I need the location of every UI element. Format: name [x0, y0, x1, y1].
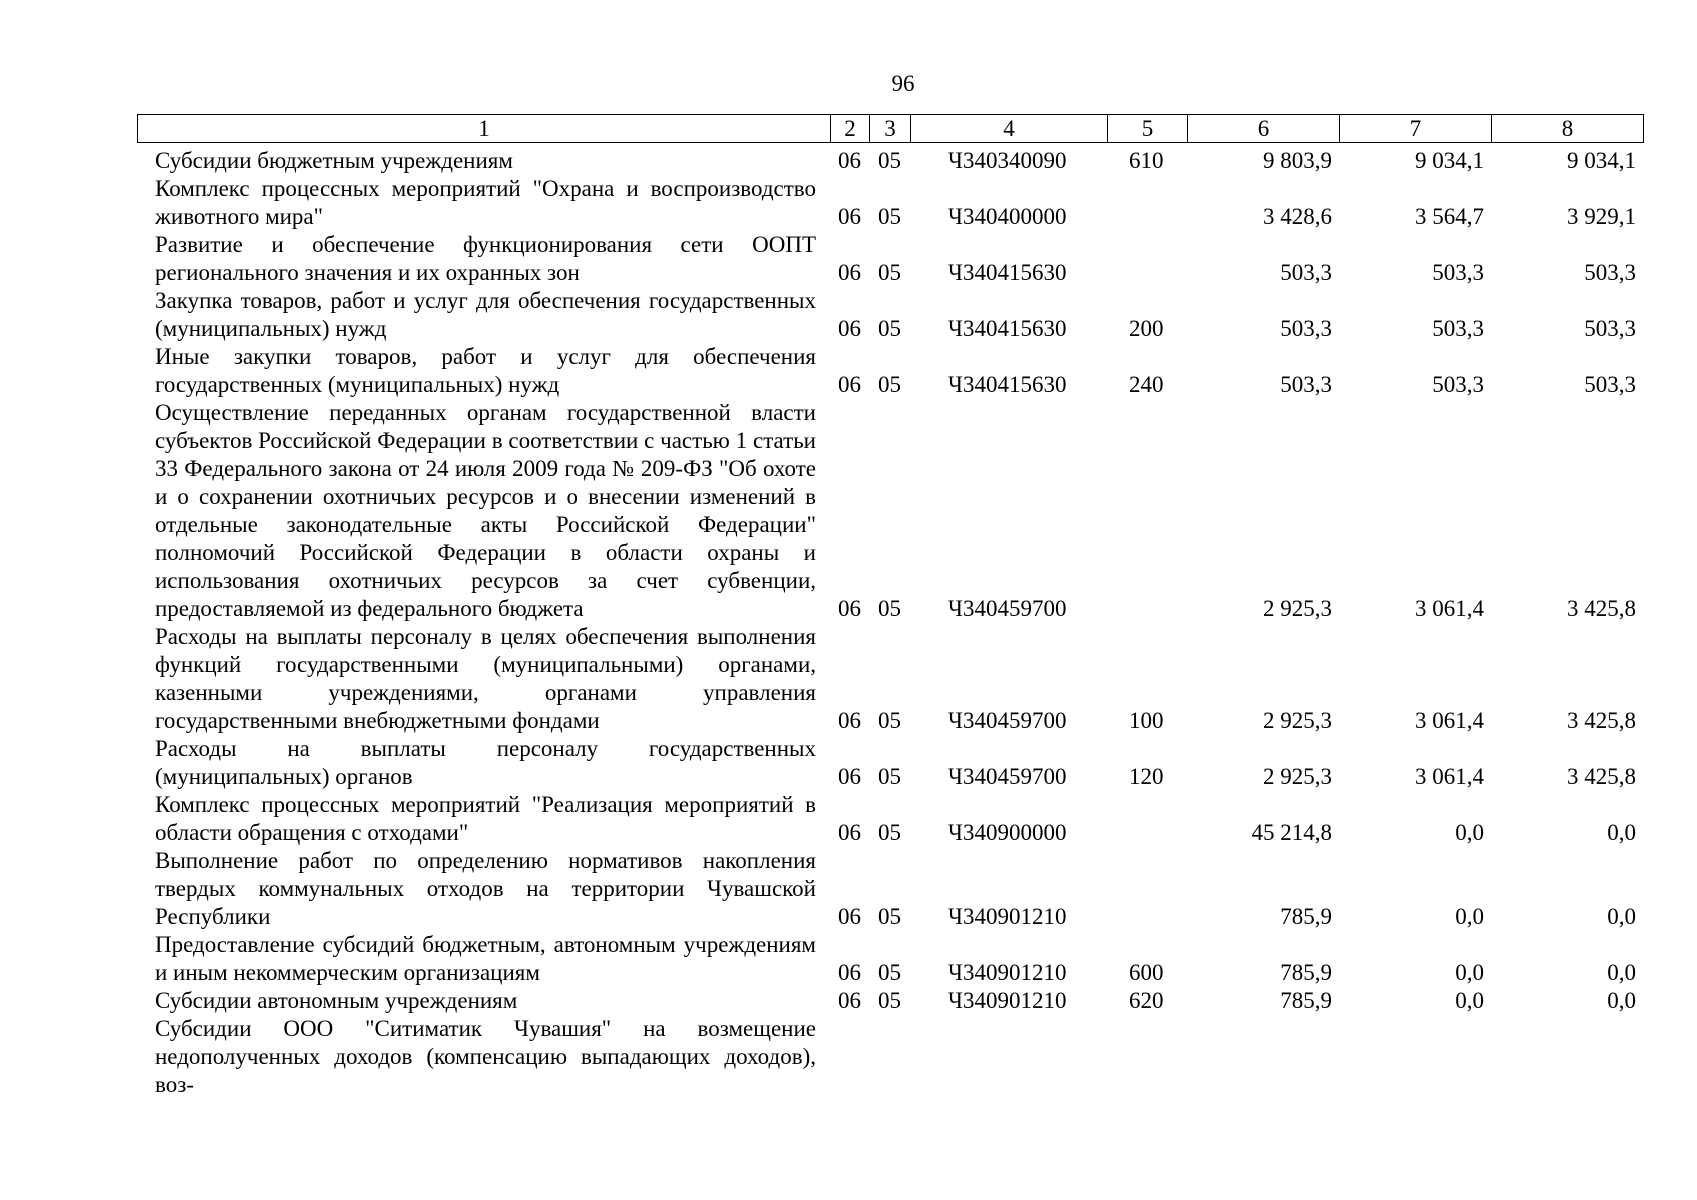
row-amount-year-2: 503,3 — [1432, 372, 1484, 397]
table-row — [137, 735, 1643, 791]
header-col-3: 3 — [870, 115, 911, 143]
table-row — [137, 175, 1643, 231]
row-podrazdel — [869, 1015, 910, 1099]
row-razdel: 06 — [838, 764, 861, 789]
row-amount-year-2: 503,3 — [1432, 316, 1484, 341]
row-expense-type — [1107, 175, 1187, 231]
row-amount-year-2: 0,0 — [1455, 904, 1484, 929]
table-row — [137, 931, 1643, 987]
row-amount-year-2: 3 061,4 — [1415, 596, 1484, 621]
header-col-7: 7 — [1340, 115, 1492, 143]
row-expense-type — [1107, 791, 1187, 847]
row-razdel: 06 — [838, 316, 861, 341]
row-expense-type: 610 — [1129, 148, 1164, 173]
table-header — [137, 114, 1644, 143]
row-expense-type: 200 — [1129, 316, 1164, 341]
header-col-1: 1 — [138, 115, 831, 143]
row-name: Осуществление переданных органам государственной власти субъектов Российской Федерации в соответствии с частью 1 статьи 33 Федерального закона от 24 июля 2009 года № 209-ФЗ "Об охоте и о сохранении охотничьих ресурсов и о внесении изменений в отдельные законодательные акты Российской Федерации" полномочий Российской Федерации в области охраны и использования охотничьих ресурсов за счет субвенции, предоставляемой из федерального бюджета — [155, 400, 816, 621]
row-amount-year-2: 9 034,1 — [1415, 148, 1484, 173]
table-row — [137, 623, 1643, 735]
row-amount-year-3: 0,0 — [1607, 988, 1636, 1013]
row-razdel — [830, 1015, 869, 1099]
row-amount-year-1: 503,3 — [1280, 372, 1332, 397]
row-amount-year-2: 503,3 — [1432, 260, 1484, 285]
row-podrazdel: 05 — [878, 988, 901, 1013]
budget-table — [137, 147, 1643, 1099]
table-row — [137, 847, 1643, 931]
table-row — [137, 231, 1643, 287]
row-podrazdel: 05 — [878, 820, 901, 845]
row-target-article: Ч340415630 — [948, 372, 1067, 397]
row-amount-year-2 — [1339, 1015, 1491, 1099]
row-name: Предоставление субсидий бюджетным, автономным учреждениям и иным некоммерческим организациям — [155, 932, 816, 985]
row-razdel: 06 — [838, 708, 861, 733]
row-podrazdel: 05 — [878, 148, 901, 173]
row-name: Субсидии ООО "Ситиматик Чувашия" на возмещение недополученных доходов (компенсацию выпадающих доходов), воз- — [155, 1016, 816, 1097]
row-target-article: Ч340400000 — [948, 204, 1067, 229]
row-amount-year-3: 3 425,8 — [1567, 764, 1636, 789]
row-target-article: Ч340415630 — [948, 316, 1067, 341]
row-amount-year-1: 2 925,3 — [1263, 596, 1332, 621]
row-target-article: Ч340340090 — [948, 148, 1067, 173]
row-razdel: 06 — [838, 960, 861, 985]
row-expense-type: 100 — [1129, 708, 1164, 733]
row-expense-type — [1107, 847, 1187, 931]
row-amount-year-1: 785,9 — [1280, 960, 1332, 985]
row-target-article: Ч340901210 — [948, 904, 1067, 929]
row-amount-year-3: 9 034,1 — [1567, 148, 1636, 173]
row-amount-year-2: 0,0 — [1455, 820, 1484, 845]
row-expense-type: 120 — [1129, 764, 1164, 789]
table-row — [137, 287, 1643, 343]
row-name: Развитие и обеспечение функционирования сети ООПТ регионального значения и их охранных зон — [155, 232, 816, 285]
row-target-article: Ч340901210 — [948, 960, 1067, 985]
row-amount-year-3: 3 425,8 — [1567, 708, 1636, 733]
row-podrazdel: 05 — [878, 904, 901, 929]
row-expense-type: 240 — [1129, 372, 1164, 397]
header-col-5: 5 — [1108, 115, 1188, 143]
row-razdel: 06 — [838, 820, 861, 845]
row-amount-year-1: 503,3 — [1280, 260, 1332, 285]
row-target-article: Ч340459700 — [948, 596, 1067, 621]
row-amount-year-1 — [1187, 1015, 1339, 1099]
row-target-article: Ч340459700 — [948, 708, 1067, 733]
row-amount-year-2: 3 564,7 — [1415, 204, 1484, 229]
row-name: Расходы на выплаты персоналу государственных (муниципальных) органов — [155, 736, 816, 789]
row-amount-year-3: 0,0 — [1607, 904, 1636, 929]
row-amount-year-1: 503,3 — [1280, 316, 1332, 341]
row-razdel: 06 — [838, 904, 861, 929]
page-number: 96 — [891, 71, 915, 96]
row-name: Субсидии автономным учреждениям — [155, 988, 518, 1013]
row-expense-type — [1107, 231, 1187, 287]
row-target-article: Ч340459700 — [948, 764, 1067, 789]
row-amount-year-1: 9 803,9 — [1263, 148, 1332, 173]
row-razdel: 06 — [838, 204, 861, 229]
row-amount-year-3: 0,0 — [1607, 820, 1636, 845]
row-amount-year-1: 2 925,3 — [1263, 708, 1332, 733]
row-amount-year-2: 3 061,4 — [1415, 708, 1484, 733]
row-name: Комплекс процессных мероприятий "Охрана и воспроизводство животного мира" — [155, 176, 816, 229]
row-amount-year-3: 503,3 — [1584, 260, 1636, 285]
row-name: Выполнение работ по определению нормативов накопления твердых коммунальных отходов на территории Чувашской Республики — [155, 848, 816, 929]
row-expense-type: 600 — [1129, 960, 1164, 985]
row-target-article: Ч340901210 — [948, 988, 1067, 1013]
table-row — [137, 343, 1643, 399]
row-amount-year-3: 503,3 — [1584, 372, 1636, 397]
header-col-8: 8 — [1492, 115, 1644, 143]
row-razdel: 06 — [838, 372, 861, 397]
row-name: Закупка товаров, работ и услуг для обеспечения государственных (муниципальных) нужд — [155, 288, 816, 341]
row-amount-year-3: 503,3 — [1584, 316, 1636, 341]
row-podrazdel: 05 — [878, 708, 901, 733]
row-amount-year-2: 0,0 — [1455, 960, 1484, 985]
header-col-2: 2 — [831, 115, 870, 143]
row-amount-year-1: 45 214,8 — [1251, 820, 1332, 845]
row-amount-year-3: 0,0 — [1607, 960, 1636, 985]
row-razdel: 06 — [838, 596, 861, 621]
row-amount-year-1: 785,9 — [1280, 904, 1332, 929]
table-row — [137, 987, 1643, 1015]
row-razdel: 06 — [838, 148, 861, 173]
row-target-article: Ч340415630 — [948, 260, 1067, 285]
row-amount-year-2: 3 061,4 — [1415, 764, 1484, 789]
row-expense-type: 620 — [1129, 988, 1164, 1013]
row-amount-year-1: 2 925,3 — [1263, 764, 1332, 789]
budget-table-body — [137, 147, 1643, 1099]
row-amount-year-1: 3 428,6 — [1263, 204, 1332, 229]
row-amount-year-2: 0,0 — [1455, 988, 1484, 1013]
row-podrazdel: 05 — [878, 960, 901, 985]
row-podrazdel: 05 — [878, 316, 901, 341]
table-row — [137, 1015, 1643, 1099]
row-name: Субсидии бюджетным учреждениям — [155, 148, 513, 173]
row-name: Иные закупки товаров, работ и услуг для обеспечения государственных (муниципальных) нужд — [155, 344, 816, 397]
row-podrazdel: 05 — [878, 596, 901, 621]
row-amount-year-1: 785,9 — [1280, 988, 1332, 1013]
row-expense-type — [1107, 399, 1187, 623]
header-col-4: 4 — [911, 115, 1108, 143]
row-podrazdel: 05 — [878, 372, 901, 397]
row-podrazdel: 05 — [878, 764, 901, 789]
row-podrazdel: 05 — [878, 204, 901, 229]
row-razdel: 06 — [838, 988, 861, 1013]
row-amount-year-3: 3 425,8 — [1567, 596, 1636, 621]
row-target-article: Ч340900000 — [948, 820, 1067, 845]
row-amount-year-3: 3 929,1 — [1567, 204, 1636, 229]
row-target-article — [910, 1015, 1107, 1099]
row-name: Комплекс процессных мероприятий "Реализация мероприятий в области обращения с отходами" — [155, 792, 816, 845]
row-podrazdel: 05 — [878, 260, 901, 285]
table-row — [137, 791, 1643, 847]
row-razdel: 06 — [838, 260, 861, 285]
row-expense-type — [1107, 1015, 1187, 1099]
row-amount-year-3 — [1491, 1015, 1643, 1099]
row-name: Расходы на выплаты персоналу в целях обеспечения выполнения функций государственными (муниципальными) органами, казенными учреждениями, органами управления государственными внебюджетными фондами — [155, 624, 816, 733]
table-row — [137, 147, 1643, 175]
table-row — [137, 399, 1643, 623]
header-col-6: 6 — [1188, 115, 1340, 143]
